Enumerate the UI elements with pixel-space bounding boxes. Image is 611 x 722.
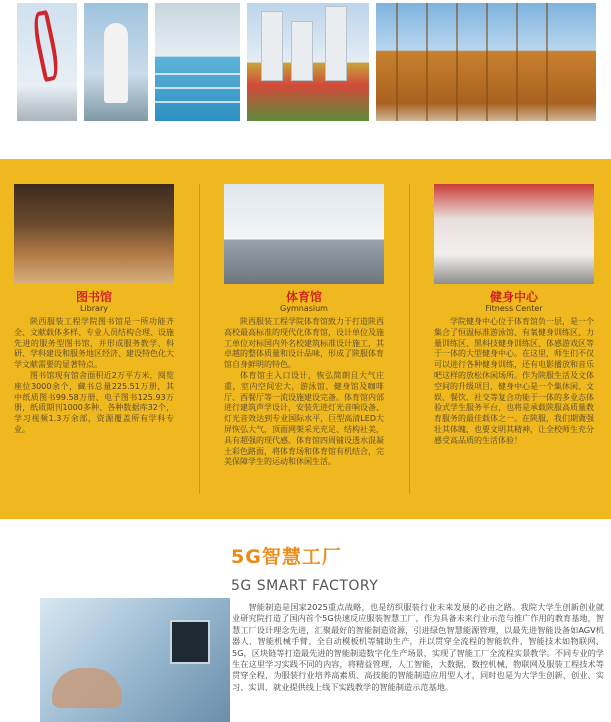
library-subtitle: Library — [80, 304, 108, 313]
fitness-subtitle: Fitness Center — [485, 304, 543, 313]
statue-shape — [104, 23, 128, 103]
fitness-title: 健身中心 — [489, 290, 538, 304]
top-photo-strip — [0, 0, 611, 130]
factory-text — [232, 602, 604, 693]
gymnasium-column — [224, 184, 384, 468]
factory-photo — [40, 598, 230, 722]
photo-campus-buildings — [247, 3, 369, 121]
photo-red-sculpture — [17, 3, 77, 121]
fitness-photo — [434, 184, 594, 284]
library-text — [14, 317, 174, 436]
library-paragraph: 图书馆现有馆舍面积近2万平方米，阅览座位3000余个，藏书总量225.51万册，其中纸质图书99.58万册、电子图书125.93万册，纸质期刊1000多种、各种数据库32个，学习视频1.3万余部，资源覆盖所有学科专业。 — [14, 370, 174, 434]
gymnasium-paragraph: 陕西服装工程学院体育馆致力于打造陕西高校最高标准的现代化体育馆，设计单位及施工单位对标国内外名校建筑标准设计施工，其卓越的整体质量和设计品味，形成了陕服体育馆自身鲜明的特色。 — [224, 317, 384, 370]
factory-subtitle: 5G SMART FACTORY — [231, 578, 379, 594]
photo-swimming-pool — [155, 3, 240, 121]
fitness-text — [434, 317, 594, 447]
fitness-column — [434, 184, 594, 447]
gymnasium-subtitle: Gymnasium — [280, 304, 328, 313]
photo-calligraphy-wall — [376, 3, 596, 121]
factory-paragraph: 智能制造是国家2025重点战略，也是纺织服装行业未来发展的必由之路。我院大学生创新创业就业研究院打造了国内首个5G快速反应服装智慧工厂，作为具备未来行业示范与推广作用的教育基地，智慧工厂设计理念先进，汇聚最好的智能制造资源，引进绿色智慧能源管理，以最先进智能设备如AGV机器人、智能机械手臂、全自动模板机等辅助生产，并以贯穿全流程的智能软件、智能技术如物联网、5G，区块链等打造最先进的智能制造数字化生产场景，实现了智能工厂全流程实景教学。不同专业的学生在这里学习实践不同的内容，将精益管理，人工智能，大数据，数控机械，物联网及服装工程技术等贯穿全程，为服装行业培养高素质、高技能的智能制造应用型人才，同时也是为大学生创新、创业、实习、实训、就业提供线上线下实践教学的智能制造示范基地。 — [232, 602, 604, 692]
fitness-paragraph: 学院健身中心位于体育馆负一层，是一个集合了恒温标准游泳馆、有氧健身训练区、力量训练区、黑科技健身训练区、体感游戏区等于一体的大型健身中心。在这里，师生们不仅可以进行各种健身训练，还有电影播放和音乐吧这样的放松休闲场所。作为陕服生活及文体空间的升级项目，健身中心是一个集休闲、文娱、餐饮、社交等复合功能于一体的多业态体验式学生服务平台，也将是承载陕服高质量教育服务的最佳载体之一。在陕服，我们期冀强壮其体魄，也要文明其精神，让全校师生充分感受高品质的生活体验！ — [434, 317, 594, 445]
library-title: 图书馆 — [75, 290, 112, 304]
photo-statue — [84, 3, 148, 121]
hand-shape — [52, 668, 122, 708]
gymnasium-photo — [224, 184, 384, 284]
gymnasium-paragraph: 体育馆主入口设计，恢弘简朗且大气庄重，室内空间宏大，游泳馆、健身馆及咖啡厅、西餐厅等一流设施建设完备。体育馆内部进行建筑声学设计，安装先进灯光音响设备、灯光音效达到专业国际水平，巨型高清LED大屏恢弘大气，顶面网架采光充足、结构社美，具有超强的现代感。体育馆四周铺设透水混凝土彩色路面，将体育场和体育馆有机结合，完美保障学生的运动和休闲生活。 — [224, 370, 384, 467]
gymnasium-text — [224, 317, 384, 468]
gymnasium-title: 体育馆 — [285, 290, 322, 304]
sculpture-shape — [30, 10, 62, 82]
column-divider — [199, 184, 200, 494]
factory-title: 5G智慧工厂 — [231, 546, 342, 568]
library-column — [14, 184, 174, 436]
column-divider — [409, 184, 410, 494]
tablet-screen — [170, 620, 210, 664]
library-paragraph: 陕西服装工程学院图书馆是一所功能齐全、文献载体多样、专业人员结构合理、设施先进的服务型图书馆，并形成服务教学、科研、学科建设和服务地区经济、建设特色化大学文献需要的显著特点。 — [14, 317, 174, 370]
library-photo — [14, 184, 174, 284]
